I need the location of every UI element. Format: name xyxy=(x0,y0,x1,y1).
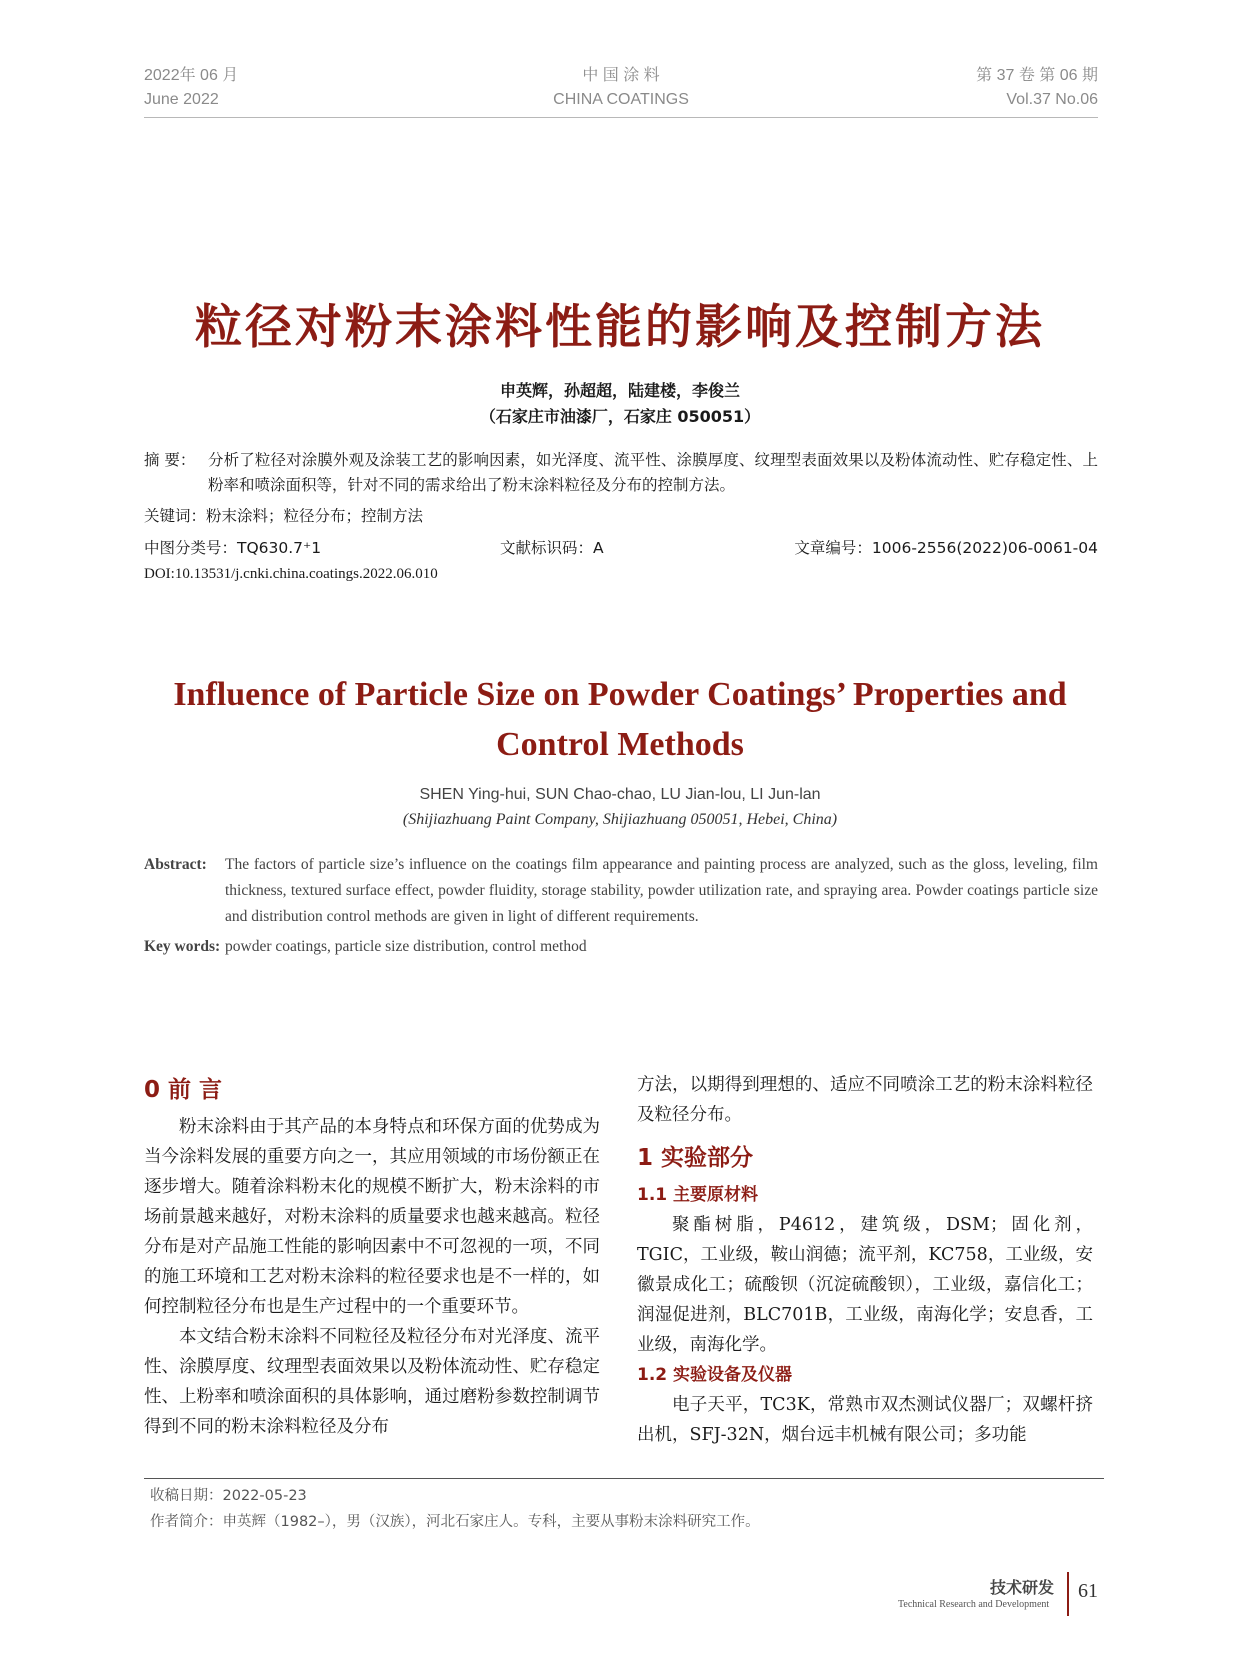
footer-divider xyxy=(1067,1572,1069,1616)
abstract-cn-label: 摘 要： xyxy=(144,451,196,469)
running-header xyxy=(144,64,1098,114)
paragraph: 电子天平，TC3K，常熟市双杰测试仪器厂；双螺杆挤出机，SFJ-32N，烟台远丰机械有限公司；多功能 xyxy=(637,1395,1093,1445)
header-date-en: June 2022 xyxy=(144,91,219,108)
paper-title-cn: 粒径对粉末涂料性能的影响及控制方法 xyxy=(195,300,1045,355)
header-center xyxy=(144,64,1098,112)
affiliation-cn: （石家庄市油漆厂，石家庄 050051） xyxy=(479,407,761,426)
authors-cn: 申英辉，孙超超，陆建楼，李俊兰 xyxy=(499,381,740,400)
classification-row xyxy=(144,536,1098,562)
footnote-divider xyxy=(144,1478,1104,1479)
affiliation-en: (Shijiazhuang Paint Company, Shijiazhuang 050051, Hebei, China) xyxy=(402,811,838,828)
paragraph: 方法，以期得到理想的、适应不同喷涂工艺的粉末涂料粒径及粒径分布。 xyxy=(637,1075,1093,1125)
keywords-en-label: Key words: xyxy=(144,938,221,955)
abstract-en-text: The factors of particle size’s influence on the coatings film appearance and painting process are analyzed, such as the gloss, leveling, film thickness, textured surface effect, powder fluidity, storage stability, powder utilization rate, and spraying area. Powder coatings particle size and distribution control methods are given in light of different requirements. xyxy=(225,856,1098,925)
header-volume-en: Vol.37 No.06 xyxy=(1006,91,1098,108)
document-code: 文献标识码：A xyxy=(500,539,604,557)
abstract-cn xyxy=(144,448,1098,498)
keywords-en xyxy=(144,934,1098,960)
body-column-left xyxy=(144,1066,600,1442)
clc-number: 中图分类号：TQ630.7⁺1 xyxy=(144,539,322,557)
header-divider xyxy=(144,117,1098,118)
subsection-1-1-heading: 1.1 主要原材料 xyxy=(637,1185,759,1205)
doi: DOI:10.13531/j.cnki.china.coatings.2022.06.010 xyxy=(144,566,438,582)
abstract-en xyxy=(144,852,1098,930)
section-0-heading: 0 前 言 xyxy=(144,1077,223,1103)
paper-title-en: Influence of Particle Size on Powder Coatings’ Properties and Control Methods xyxy=(173,676,1067,763)
footer-section-cn: 技术研发 xyxy=(990,1578,1055,1597)
section-1-heading: 1 实验部分 xyxy=(637,1145,754,1171)
keywords-cn: 关键词：粉末涂料；粒径分布；控制方法 xyxy=(144,507,424,525)
journal-name-cn: 中 国 涂 料 xyxy=(582,67,660,84)
subsection-1-2-heading: 1.2 实验设备及仪器 xyxy=(637,1365,793,1385)
body-column-right xyxy=(637,1070,1093,1450)
footer-section-en: Technical Research and Development xyxy=(898,1599,1050,1610)
abstract-en-label: Abstract: xyxy=(144,856,207,873)
abstract-cn-text: 分析了粒径对涂膜外观及涂装工艺的影响因素，如光泽度、流平性、涂膜厚度、纹理型表面效果以及粉体流动性、贮存稳定性、上粉率和喷涂面积等，针对不同的需求给出了粉末涂料粒径及分布的控制方法。 xyxy=(208,451,1098,494)
paragraph: 粉末涂料由于其产品的本身特点和环保方面的优势成为当今涂料发展的重要方向之一，其应用领域的市场份额正在逐步增大。随着涂料粉末化的规模不断扩大，粉末涂料的市场前景越来越好，对粉末涂料的质量要求也越来越高。粒径分布是对产品施工性能的影响因素中不可忽视的一项，不同的施工环境和工艺对粉末涂料的粒径要求也是不一样的，如何控制粒径分布也是生产过程中的一个重要环节。 xyxy=(144,1117,600,1317)
header-date-cn: 2022年 06 月 xyxy=(144,67,239,84)
article-number: 文章编号：1006-2556(2022)06-0061-04 xyxy=(794,539,1098,557)
keywords-en-text: powder coatings, particle size distribution, control method xyxy=(225,938,587,955)
received-date: 收稿日期：2022-05-23 xyxy=(150,1488,307,1504)
journal-name-en: CHINA COATINGS xyxy=(553,91,689,108)
header-volume-cn: 第 37 卷 第 06 期 xyxy=(976,67,1098,84)
header-right xyxy=(976,64,1098,112)
paragraph: 本文结合粉末涂料不同粒径及粒径分布对光泽度、流平性、涂膜厚度、纹理型表面效果以及粉体流动性、贮存稳定性、上粉率和喷涂面积的具体影响，通过磨粉参数控制调节得到不同的粉末涂料粒径及分布 xyxy=(144,1327,600,1437)
author-bio: 作者简介：申英辉（1982–），男（汉族），河北石家庄人。专科，主要从事粉末涂料研究工作。 xyxy=(150,1514,760,1530)
page-number: 61 xyxy=(1078,1580,1098,1602)
authors-en: SHEN Ying-hui, SUN Chao-chao, LU Jian-lou, LI Jun-lan xyxy=(419,786,821,803)
paragraph: 聚酯树脂，P4612，建筑级，DSM；固化剂，TGIC，工业级，鞍山润德；流平剂，KC758，工业级，安徽景成化工；硫酸钡（沉淀硫酸钡），工业级，嘉信化工；润湿促进剂，BLC701B，工业级，南海化学；安息香，工业级，南海化学。 xyxy=(637,1215,1093,1355)
